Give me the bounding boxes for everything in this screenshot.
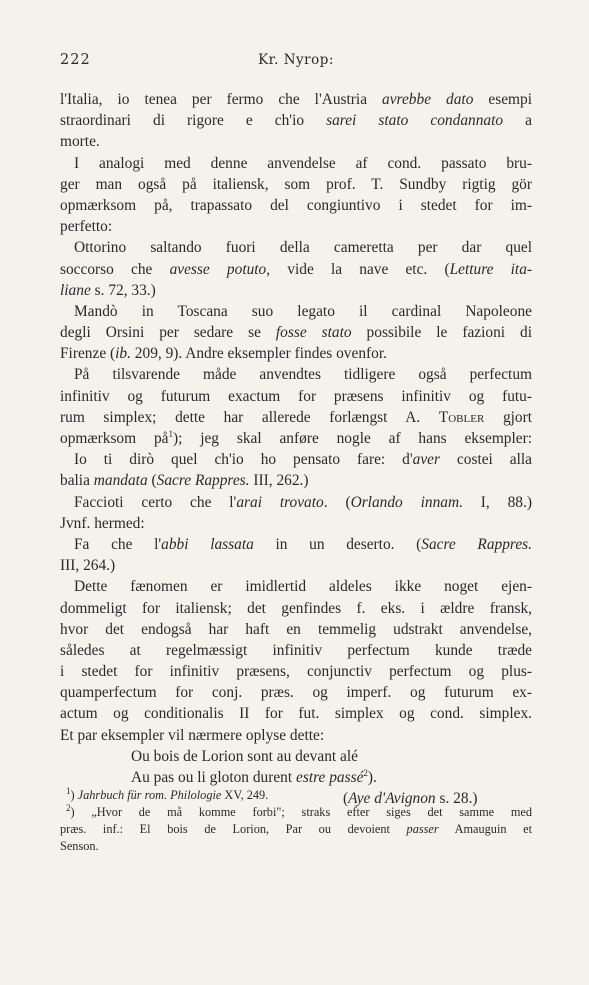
text-line: quamperfectum for conj. præs. og imperf. og futurum ex- xyxy=(60,684,532,702)
text-line: infinitiv og futurum exactum for præsens infinitiv og futu- xyxy=(60,387,532,405)
text-line: l'Italia, io tenea per fermo che l'Austria avrebbe dato esempi xyxy=(60,91,532,108)
text-line: I analogi med denne anvendelse af cond. passato bru- xyxy=(74,154,532,172)
text-line: rum simplex; dette har allerede forlængst A. Tobler gjort xyxy=(60,408,533,426)
text-line: III, 264.) xyxy=(60,557,116,575)
text-line: liane s. 72, 33.) xyxy=(60,281,156,299)
footnote-line: præs. inf.: El bois de Lorion, Par ou devoient passer Amauguin et xyxy=(60,822,532,836)
text-line: soccorso che avesse potuto, vide la nave etc. (Letture ita- xyxy=(60,260,533,278)
text-line: perfetto: xyxy=(60,218,113,236)
footnote: $^2$) „Hvor de må komme forbi"; straks efter siges det samme med xyxy=(66,802,532,819)
text-line: actum og conditionalis II for fut. simplex og cond. simplex. xyxy=(60,705,532,723)
running-head: Kr. Nyrop: xyxy=(258,52,334,68)
page-header xyxy=(60,52,532,74)
text-line: degli Orsini per sedare se fosse stato possibile le fazioni di xyxy=(60,324,532,342)
footnote-line: Senson. xyxy=(60,839,99,853)
main-text xyxy=(60,89,532,809)
text-line: Firenze (ib. 209, 9). Andre eksempler findes ovenfor. xyxy=(60,345,387,363)
text-line: opmærksom på, trapassato del congiuntivo i stedet for im- xyxy=(60,196,532,214)
verse-line: Au pas ou li gloton durent estre passé$^2$). xyxy=(131,767,377,786)
text-line: morte. xyxy=(60,133,100,151)
text-line: Et par eksempler vil nærmere oplyse dette: xyxy=(60,726,325,744)
text-line: Io ti dirò quel ch'io ho pensato fare: d'aver costei alla xyxy=(74,451,533,469)
text-line: dommeligt for italiensk; det genfindes f. eks. i ældre fransk, xyxy=(60,599,532,617)
citation-line: (Aye d'Avignon s. 28.) xyxy=(343,790,478,808)
verse-line: Ou bois de Lorion sont au devant alé xyxy=(131,747,358,765)
text-line: Ottorino saltando fuori della cameretta per dar quel xyxy=(74,239,532,257)
text-line: hvor det endogså har haft en temmelig udstrakt anvendelse, xyxy=(60,620,532,638)
text-line: straordinari di rigore e ch'io sarei stato condannato a xyxy=(60,112,532,130)
text-line: Dette fænomen er imidlertid aldeles ikke noget ejen- xyxy=(74,578,532,596)
text-line: i stedet for infinitiv præsens, conjunctiv perfectum og plus- xyxy=(60,663,532,681)
page-number: 222 xyxy=(60,52,91,68)
text-line: Jvnf. hermed: xyxy=(60,514,145,532)
text-line: Mandò in Toscana suo legato il cardinal Napoleone xyxy=(74,302,532,320)
text-line: balia mandata (Sacre Rappres. III, 262.) xyxy=(60,472,309,490)
footnotes xyxy=(60,787,532,855)
text-line: Fa che l'abbi lassata in un deserto. (Sacre Rappres. xyxy=(74,535,532,553)
footnote: $^1$) Jahrbuch für rom. Philologie XV, 249. xyxy=(66,785,269,802)
text-line: På tilsvarende måde anvendtes tidligere også perfectum xyxy=(74,366,532,384)
text-line: opmærksom $på^1$); jeg skal anføre nogle af hans eksempler: xyxy=(60,428,532,447)
text-line: Faccioti certo che l'arai trovato. (Orlando innam. I, 88.) xyxy=(74,493,532,511)
text-line: således at regelmæssigt infinitiv perfectum kunde træde xyxy=(60,641,532,659)
text-line: ger man også på italiensk, som prof. T. Sundby rigtig gör xyxy=(60,175,532,193)
